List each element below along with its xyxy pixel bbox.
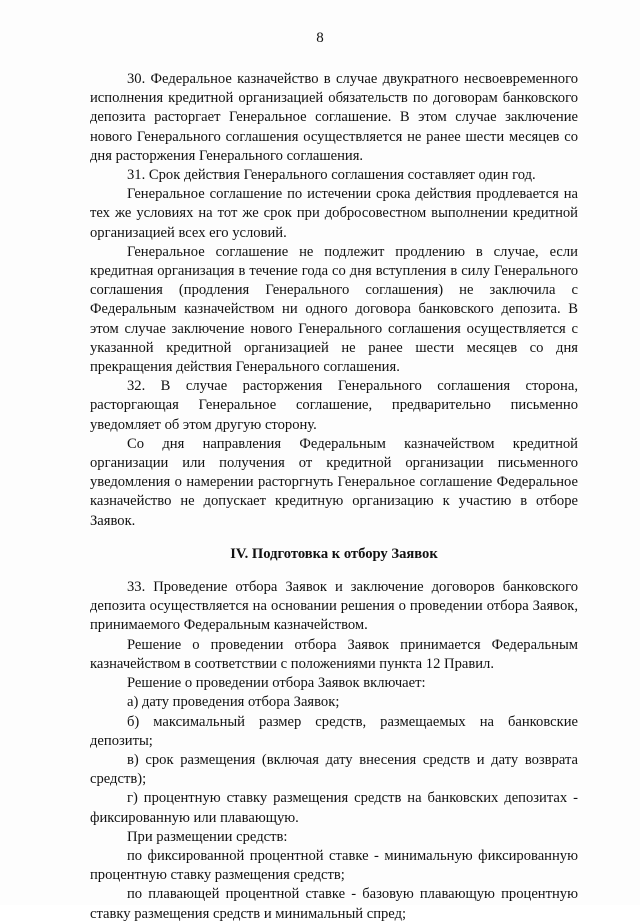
page-number: 8 (316, 30, 324, 46)
paragraph-no-renewal: Генеральное соглашение не подлежит продлению в случае, если кредитная организация в течение года со дня вступления в силу Генерального соглашения (продления Генерального соглашения) не заключила с Федеральным казначейством ни одного договора банковского депозита. В этом случае заключение нового Генерального соглашения осуществляется с указанной кредитной организацией не ранее шести месяцев со дня прекращения действия Генерального соглашения. (90, 243, 578, 376)
paragraph-32: 32. В случае расторжения Генерального соглашения сторона, расторгающая Генеральное соглашение, предварительно письменно уведомляет об этом другую сторону. (90, 378, 578, 433)
paragraph-fixed-rate: по фиксированной процентной ставке - минимальную фиксированную процентную ставку размещения средств; (90, 847, 578, 884)
paragraph-30: 30. Федеральное казначейство в случае двукратного несвоевременного исполнения кредитной организацией обязательств по договорам банковского депозита расторгает Генеральное соглашение. В этом случае заключение нового Генерального соглашения осуществляется не ранее шести месяцев со дня расторжения Генерального соглашения. (90, 71, 578, 164)
paragraph-33: 33. Проведение отбора Заявок и заключение договоров банковского депозита осуществляется на основании решения о проведении отбора Заявок, принимаемого Федеральным казначейством. (90, 579, 578, 634)
list-item-b: б) максимальный размер средств, размещаемых на банковские депозиты; (90, 713, 578, 749)
section-heading: IV. Подготовка к отбору Заявок (230, 545, 438, 562)
paragraph-placement: При размещении средств: (127, 828, 288, 845)
paragraph-floating-rate: по плавающей процентной ставке - базовую плавающую процентную ставку размещения средств и минимальный спред; (90, 886, 578, 922)
document-body (90, 70, 578, 924)
paragraph-decision-includes: Решение о проведении отбора Заявок включает: (127, 675, 426, 692)
paragraph-decision: Решение о проведении отбора Заявок принимается Федеральным казначейством в соответствии с положениями пункта 12 Правил. (90, 636, 578, 672)
list-item-g: г) процентную ставку размещения средств на банковских депозитах - фиксированную или плавающую. (90, 790, 578, 826)
paragraph-31: 31. Срок действия Генерального соглашения составляет один год. (127, 167, 536, 184)
paragraph-renewal: Генеральное соглашение по истечении срока действия продлевается на тех же условиях на тот же срок при добросовестном выполнении кредитной организацией всех его условий. (90, 186, 578, 241)
paragraph-notice: Со дня направления Федеральным казначейством кредитной организации или получения от кредитной организации письменного уведомления о намерении расторгнуть Генеральное соглашение Федеральное казначейство не допускает кредитную организацию к участию в отборе Заявок. (90, 435, 578, 529)
list-item-a: а) дату проведения отбора Заявок; (127, 694, 340, 711)
list-item-v: в) срок размещения (включая дату внесения средств и дату возврата средств); (90, 751, 578, 788)
